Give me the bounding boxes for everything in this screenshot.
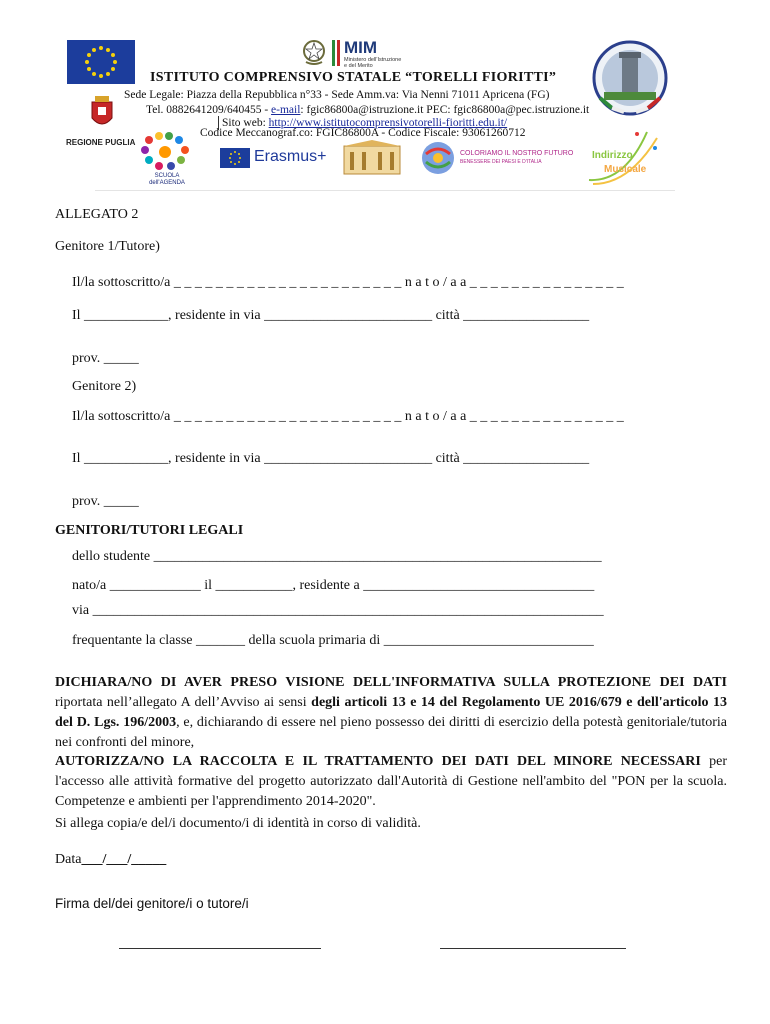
header-divider: [95, 190, 675, 191]
signature-label: Firma del/dei genitore/i o tutore/i: [55, 896, 249, 911]
declaration-text-2: , e, dichiarando di essere nel pieno possesso dei diritti di esercizio della potestà genitoriale/tutoria nei confronti del minore,: [55, 715, 728, 750]
contacts-prefix: Tel. 0882641209/640455 -: [146, 104, 272, 116]
school-codes: Codice Meccanograf.co: FGIC86800A - Codice Fiscale: 93061260712: [200, 127, 526, 139]
date-label: Data: [55, 852, 82, 867]
scuola-agenda-label: SCUOLA dell'AGENDA: [149, 173, 185, 186]
genitore1-heading: Genitore 1/Tutore): [55, 239, 160, 254]
music-label-2: Musicale: [604, 164, 647, 175]
genitore1-name-line: Il/la sottoscritto/a _ _ _ _ _ _ _ _ _ _ _ _ _ _ _ _ _ _ _ _ _ _ n a t o / a a _ _ _ _ _ _ _ _ _ _ _ _ _ _ _: [72, 275, 624, 290]
mim-subtitle: Ministero dell'Istruzione: [344, 57, 402, 63]
mim-subtitle-2: e del Merito: [344, 63, 373, 69]
email-label[interactable]: e-mail: [271, 104, 301, 116]
declaration-paragraph: [55, 673, 727, 753]
erasmus-label: Erasmus+: [254, 148, 327, 165]
erasmus-logo: [220, 148, 330, 170]
school-address: Sede Legale: Piazza della Repubblica n°33 - Sede Amm.va: Via Nenni 71011 Apricena (FG): [124, 89, 550, 101]
student-birth-line: nato/a _____________ il ___________, residente a _________________________________: [72, 578, 595, 593]
scuola-agenda-logo: [137, 130, 197, 188]
student-line: dello studente ________________________________________________________________: [72, 549, 602, 564]
coloriamo-sublabel: BENESSERE DEI PAESI E D'ITALIA: [460, 159, 542, 165]
genitore1-residence-line: Il ____________, residente in via ________________________ città __________________: [72, 308, 590, 323]
coloriamo-label: COLORIAMO IL NOSTRO FUTURO: [460, 150, 574, 157]
genitore1-prov-line: prov. _____: [72, 351, 139, 366]
genitore2-name-line: Il/la sottoscritto/a _ _ _ _ _ _ _ _ _ _ _ _ _ _ _ _ _ _ _ _ _ _ n a t o / a a _ _ _ _ _ _ _ _ _ _ _ _ _ _ _: [72, 409, 624, 424]
eu-flag-logo: [67, 40, 135, 84]
legal-guardians-heading: GENITORI/TUTORI LEGALI: [55, 523, 244, 538]
declaration-text-1: riportata nell’allegato A dell’Avviso ai sensi: [55, 695, 312, 710]
regione-puglia-crest-icon: [90, 96, 114, 132]
signature-line-2: [440, 948, 626, 949]
building-map-icon: [342, 140, 402, 178]
attachment-note: Si allega copia/e del/i documento/i di identità in corso di validità.: [55, 816, 421, 831]
music-label-1: Indirizzo: [592, 150, 633, 161]
school-contacts: [146, 103, 589, 117]
declaration-law-reference: degli articoli 13 e 14 del Regolamento UE 2016/679 e dell'articolo 13 del D. Lgs. 196/2003: [55, 695, 727, 730]
website-link[interactable]: http://www.istitutocomprensivotorelli-fioritti.edu.it/: [268, 117, 508, 129]
genitore2-prov-line: prov. _____: [72, 494, 139, 509]
date-blanks: ___/___/_____: [81, 852, 167, 867]
school-crest-logo: [592, 38, 668, 118]
regione-puglia-label: REGIONE PUGLIA: [66, 138, 136, 147]
letterhead: [0, 0, 770, 200]
contacts-email: : fgic86800a@istruzione.it PEC: fgic86800a@pec.istruzione.it: [300, 104, 590, 116]
student-class-line: frequentante la classe _______ della scuola primaria di ______________________________: [72, 633, 594, 648]
mim-title: MIM: [344, 38, 378, 57]
declaration-heading: DICHIARA/NO DI AVER PRESO VISIONE DELL'INFORMATIVA SULLA PROTEZIONE DEI DATI: [55, 675, 727, 690]
website-label: Sito web:: [222, 117, 269, 129]
allegato-label: ALLEGATO 2: [55, 207, 139, 222]
school-name: ISTITUTO COMPRENSIVO STATALE “TORELLI FIORITTI”: [150, 70, 557, 85]
genitore2-residence-line: Il ____________, residente in via ________________________ città __________________: [72, 451, 590, 466]
authorization-text: per l'accesso alle attività formative del progetto autorizzato dall'Autorità di Gestione nell'ambito del "PON per la scuola. Competenze e ambienti per l'apprendimento 2014-2020".: [55, 754, 727, 809]
mim-logo: [332, 38, 432, 70]
student-via-line: via _________________________________________________________________________: [72, 603, 604, 618]
date-field: [55, 851, 166, 869]
genitore2-heading: Genitore 2): [72, 379, 137, 394]
signature-line-1: [119, 948, 321, 949]
italian-republic-emblem-icon: [302, 38, 326, 66]
authorization-paragraph: [55, 752, 727, 812]
authorization-heading: AUTORIZZA/NO LA RACCOLTA E IL TRATTAMENTO DEI DATI DEL MINORE NECESSARI: [55, 754, 701, 769]
coloriamo-logo-icon: [420, 140, 456, 176]
